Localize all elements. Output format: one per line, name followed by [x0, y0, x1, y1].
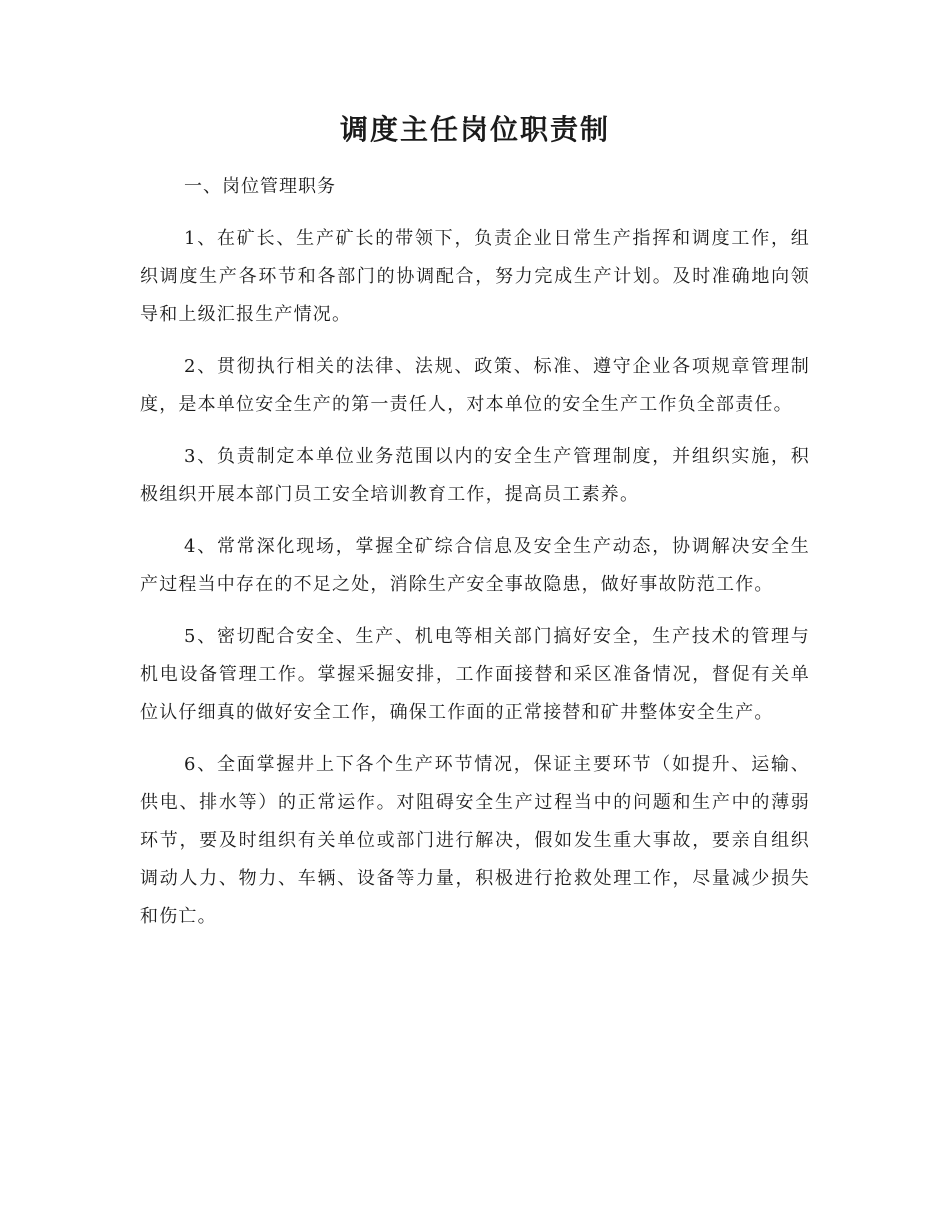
page-title: 调度主任岗位职责制	[339, 113, 610, 146]
paragraph-6: 6、全面掌握井上下各个生产环节情况，保证主要环节（如提升、运输、供电、排水等）的正常运作。对阻碍安全生产过程当中的问题和生产中的薄弱环节，要及时组织有关单位或部门进行解决，假如发生重大事故，要亲自组织调动人力、物力、车辆、设备等力量，积极进行抢救处理工作，尽量减少损失和伤亡。	[140, 754, 810, 927]
paragraph-2: 2、贯彻执行相关的法律、法规、政策、标准、遵守企业各项规章管理制度，是本单位安全生产的第一责任人，对本单位的安全生产工作负全部责任。	[140, 356, 810, 415]
paragraph-4: 4、常常深化现场，掌握全矿综合信息及安全生产动态，协调解决安全生产过程当中存在的不足之处，消除生产安全事故隐患，做好事故防范工作。	[140, 536, 810, 595]
paragraph-3: 3、负责制定本单位业务范围以内的安全生产管理制度，并组织实施，积极组织开展本部门员工安全培训教育工作，提高员工素养。	[140, 446, 810, 505]
section-heading: 一、岗位管理职务	[184, 176, 336, 197]
paragraph-5: 5、密切配合安全、生产、机电等相关部门搞好安全，生产技术的管理与机电设备管理工作。掌握采掘安排，工作面接替和采区准备情况，督促有关单位认仔细真的做好安全工作，确保工作面的正常接替和矿井整体安全生产。	[140, 626, 810, 723]
paragraph-1: 1、在矿长、生产矿长的带领下，负责企业日常生产指挥和调度工作，组织调度生产各环节和各部门的协调配合，努力完成生产计划。及时准确地向领导和上级汇报生产情况。	[140, 228, 810, 325]
